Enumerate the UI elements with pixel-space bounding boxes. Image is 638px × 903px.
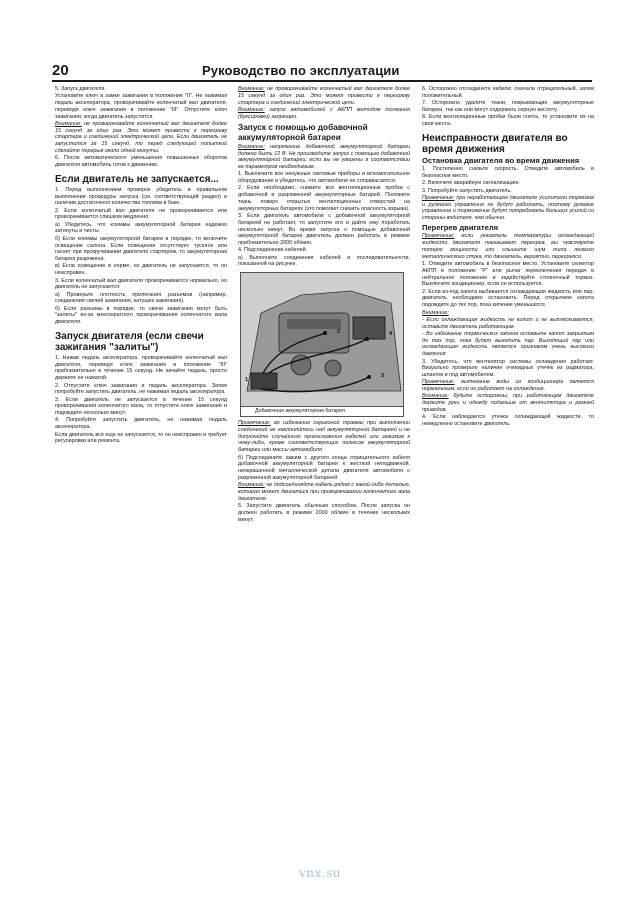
paragraph: а) Проверьте плотность прилегания разъемов (например, соединения свечей зажигания, катушек зажигания).	[55, 291, 227, 305]
note-text: не проворачивайте коленчатый вал двигателя более 15 секунд за один раз. Это может привести к перегреву стартера и соединений электрической цепи. Если двигатель не запустится за 15 секунд, то перед следующей попыткой сделайте перерыв около одной минуты.	[55, 120, 227, 154]
warning-note	[238, 86, 410, 106]
paragraph: 5. Запустите двигатель обычным способом. После запуска он должен работать в режиме 2000 об/мин в течение нескольких минут.	[238, 503, 410, 523]
paragraph: а) Выполните соединения кабелей в последовательности, показанной на рисунке.	[238, 254, 410, 268]
paragraph: 1. Постепенно снизьте скорость. Отведите автомобиль в безопасное место.	[422, 166, 594, 179]
note-text: не проворачивайте коленчатый вал двигателя более 15 секунд за один раз. Это может привести к перегреву стартера и соединений электрической цепи.	[238, 86, 410, 106]
paragraph: б) Если разъемы в порядке, то свечи зажигания могут быть "залиты" из-за многократного проворачивания коленчатого вала двигателя.	[55, 305, 227, 326]
warning-note-item: - Во избежание термических ожогов оставьте капот закрытым до тех пор, пока будет выходить пар. Выходящий пар или охлаждающая жидкость является признаком очень высокого давления.	[422, 330, 594, 358]
paragraph: 8. Если вентиляционные пробки были сняты, то установите их на свои места.	[422, 114, 594, 127]
note-lead: Примечание:	[422, 233, 455, 240]
engine-bay-illustration	[241, 273, 404, 408]
warning-note	[238, 420, 410, 454]
column-left	[55, 86, 227, 856]
note-text: будьте осторожны, при работающем двигателе держите руки и одежду подальше от вентилятора и ремней приводов.	[422, 393, 594, 413]
paragraph: Установите ключ в замке зажигания в положение "II". Не нажимая педаль акселератора, проворачивайте коленчатый вал двигателя, переводя ключ зажигания в положение "III". Отпустите ключ зажигания, когда двигатель запустится.	[55, 93, 227, 120]
page-header	[52, 62, 592, 82]
note-text: во избежание серьезной травмы при выполнении соединений не наклоняйтесь над аккумуляторной батареей и не допускайте случайного прикосновения кабелей или зажимов к чему-либо, кроме соответствующих полюсов аккумуляторной батареи или массы автомобиля.	[238, 420, 410, 454]
paragraph: 5. Запуск двигателя.	[55, 86, 106, 92]
warning-note	[55, 121, 227, 155]
paragraph: 4. Попробуйте запустить двигатель, не нажимая педаль акселератора.	[55, 417, 227, 431]
note-text: запуск автомобилей с АКПП методом толкания (буксировки) запрещен.	[238, 106, 410, 120]
paragraph: Если двигатель все еще не запускается, то он неисправен и требует регулировки или ремонта.	[55, 431, 227, 445]
note-lead: Примечание:	[422, 379, 455, 386]
warning-note-item: - Если охлаждающая жидкость не кипит и не выплескивается, оставьте двигатель работающим.	[422, 316, 594, 330]
paragraph: б) Подсоедините зажим с другого конца отрицательного кабеля добавочной аккумуляторной батареи к жесткой неподвижной, неокрашенной металлической детали двигателя автомобиля с разряженной аккумуляторной батареей.	[238, 454, 410, 481]
warning-note	[422, 233, 594, 260]
paragraph: в) Если освещение в норме, но двигатель не запускается, то он неисправен.	[55, 263, 227, 277]
note-lead: Внимание:	[238, 482, 265, 489]
paragraph: 3. Если коленчатый вал двигателя проворачивается нормально, но двигатель не запускается:	[55, 277, 227, 291]
column-right	[422, 86, 594, 856]
figure-label-4: 4	[389, 331, 393, 338]
watermark: vnx.su	[299, 866, 341, 880]
subsection-heading: Перегрев двигателя	[422, 222, 499, 232]
figure-label-3: 3	[381, 373, 385, 380]
note-lead: Внимание:	[55, 120, 82, 127]
note-text: напряжение добавочной аккумуляторной батареи должно быть 12 В. Не производите запуск с помощью добавочной аккумуляторной батареи, если вы не уверены в соответствии ее параметров необходимым.	[238, 143, 410, 170]
note-lead: Внимание:	[238, 86, 265, 92]
section-heading: Если двигатель не запускается...	[55, 173, 219, 185]
note-text: при неработающем двигателе усилители тормозов и рулевого управления не будут работать, поэтому рулевое управление и торможение будут потребовать больших усилий со стороны водителя, чем обычно.	[422, 194, 594, 222]
paragraph: 4. Если наблюдается утечка охлаждающей жидкости, то немедленно остановите двигатель.	[422, 414, 594, 428]
warning-note	[422, 379, 594, 393]
column-middle	[238, 86, 410, 856]
paragraph: 1. Выключите все ненужные световые приборы и вспомогательное оборудование и убедитесь, что автомобили не соприкасаются.	[238, 171, 410, 185]
paragraph: 3. Попробуйте запустить двигатель.	[422, 187, 512, 194]
subsection-heading: Остановка двигателя во время движения	[422, 155, 580, 165]
paragraph: 3. Убедитесь, что вентилятор системы охлаждения работает. Визуально проверьте наличие очевидных утечек из радиатора, шлангов и под автомобилем.	[422, 358, 594, 379]
warning-note	[422, 393, 594, 413]
warning-note	[238, 482, 410, 502]
page-title: Руководство по эксплуатации	[202, 63, 400, 78]
warning-note	[238, 144, 410, 171]
warning-note	[422, 310, 594, 317]
note-text: если указатель температуры охлаждающей жидкости двигателя показывает перегрев, вы чувствуете потерю мощности или слышите шум типа легкого металлического стука, то двигатель, вероятно, перегрелся.	[422, 233, 594, 260]
figure-label-2: 2	[337, 329, 341, 336]
figure-label-1: 1	[245, 377, 249, 384]
paragraph: б) Если клеммы аккумуляторной батареи в порядке, то включите освещение салона. Если освещение отсутствует, тусклое или гаснет при прокручивании двигателя стартером, то аккумуляторная батарея разряжена.	[55, 235, 227, 263]
header-rule	[52, 80, 592, 82]
paragraph: 2. Отпустите ключ зажигания и педаль акселератора. Затем попробуйте запустить двигатель, не нажимая педаль акселератора.	[55, 382, 227, 396]
note-text: не подсоединяйте кабель рядом с какой-либо деталью, которая может двигаться при проворачивании коленчатого вала двигателя.	[238, 482, 410, 502]
paragraph: 3. Если двигатель автомобиля с добавочной аккумуляторной батареей не работает, то запустите его и дайте ему поработать несколько минут. Во время запуска с помощью добавочной аккумуляторной батареи двигатель должен работать в режиме приблизительно 2000 об/мин.	[238, 213, 410, 247]
paragraph: 2. Если необходимо, снимите все вентиляционные пробки с добавочной и разряженной аккумуляторных батарей. Положите ткань поверх открытых вентиляционных отверстий на аккумуляторных батареях (это помогает снизить опасность взрыва).	[238, 185, 410, 212]
paragraph: 2. Если коленчатый вал двигателя не проворачивается или проворачивается слишком медленно:	[55, 207, 227, 221]
figure-caption: Добавочная аккумуляторная батарея	[241, 406, 403, 416]
note-lead: Примечание:	[422, 194, 455, 201]
note-lead: Внимание:	[238, 143, 265, 150]
paragraph: 7. Осторожно удалите ткани, покрывающие аккумуляторные батареи, так как они могут содержать серную кислоту.	[422, 100, 594, 113]
note-lead: Внимание:	[238, 106, 265, 113]
paragraph: 4. Подсоединение кабелей.	[238, 247, 308, 254]
warning-note	[238, 107, 410, 121]
note-lead: Внимание:	[422, 309, 449, 316]
section-heading: Запуск двигателя (если свечи зажигания "залиты")	[55, 330, 204, 353]
section-heading: Неисправности двигателя во время движения	[422, 132, 568, 155]
section-heading: Запуск с помощью добавочной аккумуляторной батареи	[238, 122, 368, 142]
paragraph: 1. Нажав педаль акселератора, проворачивайте коленчатый вал двигателя, переведя ключ зажигания в положение "III" приблизительно в течение 15 секунд. Не качайте педаль, просто держите ее нажатой.	[55, 354, 227, 382]
note-text: вытекание воды из кондиционера является нормальным, если он работает на охлаждение.	[422, 379, 594, 393]
warning-note	[422, 195, 594, 222]
engine-bay-figure	[240, 272, 404, 417]
note-lead: Примечание:	[238, 420, 271, 427]
page-number: 20	[52, 62, 69, 79]
paragraph: 6. После автоматического уменьшения повышенных оборотов двигателя автомобиль готов к движению.	[55, 155, 227, 169]
note-lead: Внимание:	[422, 393, 449, 400]
paragraph: 1. Отведите автомобиль в безопасное место. Установите селектор АКПП в положение "P" или рычаг переключения передач в нейтральное положение и задействуйте стояночный тормоз. Выключите кондиционер, если он используется.	[422, 261, 594, 288]
paragraph: 2. Включите аварийную сигнализацию.	[422, 180, 520, 187]
paragraph: 2. Если из-под капота выбивается охлаждающая жидкость или пар, двигатель необходимо остановить. Перед открытием капота подождите до тех пор, пока кипение уменьшится.	[422, 288, 594, 309]
paragraph: а) Убедитесь, что клеммы аккумуляторной батареи надежно затянуты и чисты.	[55, 221, 227, 235]
paragraph: 6. Осторожно отсоедините кабели: сначала отрицательный, затем положительный.	[422, 86, 594, 99]
paragraph: 3. Если двигатель не запускается в течение 15 секунд проворачивания коленчатого вала, то отпустите ключ зажигания и подождите несколько минут.	[55, 396, 227, 417]
paragraph: 1. Перед выполнением проверок убедитесь в правильном выполнении процедуры запуска (см. соответствующий раздел) и наличии достаточного количества топлива в баке.	[55, 186, 227, 207]
